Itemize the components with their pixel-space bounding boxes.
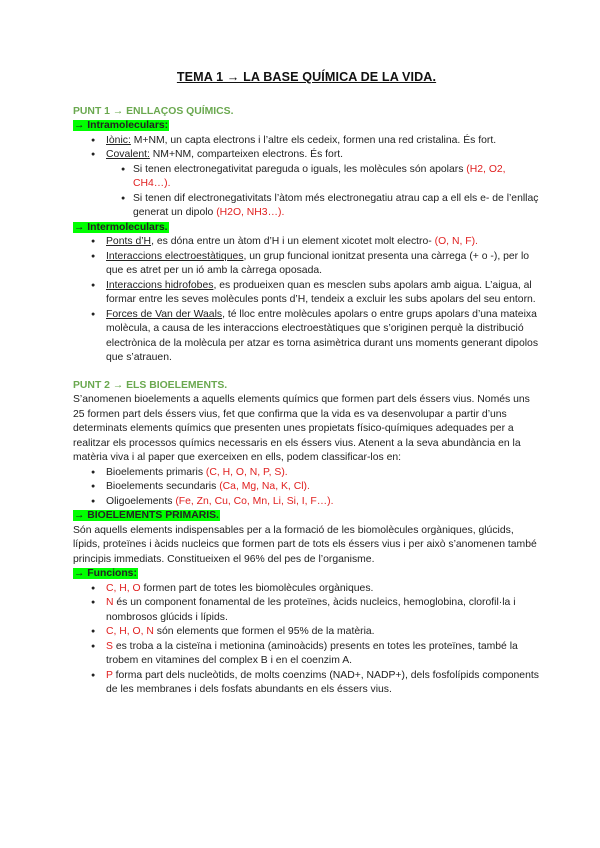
text-apolar: Si tenen electronegativitat pareguda o iguals, les molècules són apolars xyxy=(133,163,467,175)
highlight-funcions: → Funcions: xyxy=(74,568,137,579)
paragraph-bioelements-intro: S’anomenen bioelements a aquells elements químics que formen part dels éssers vius. Només uns 25 formen part dels éssers vius, fet que confirma que la vida es va desenvolupar a partir d’uns determinats elements químics que presenten unes propietats físico-químiques adequades per a realitzar els processos químics necessaris en els éssers vius. Atenent a la seva abundància en la matèria viva i al paper que exerceixen en ells, podem classificar-los en: xyxy=(73,394,530,463)
list-item-polar xyxy=(73,192,540,221)
text-funcio-4: es troba a la cisteïna i metionina (aminoàcids) presents en totes les proteïnes, també la trobem en vitamines del complex B i en el coenzim A. xyxy=(106,640,518,666)
red-ponts-h: (O, N, F). xyxy=(434,236,478,247)
text-funcio-1: formen part de totes les biomolècules orgàniques. xyxy=(140,582,374,594)
text-ponts-h: , es dóna entre un àtom d’H i un element xicotet molt electro- xyxy=(151,236,435,247)
text-secundaris: Bioelements secundaris xyxy=(106,481,220,492)
term-ponts-h: Ponts d’H xyxy=(106,236,152,247)
highlight-bioelements-primaris: → BIOELEMENTS PRIMARIS. xyxy=(74,510,219,521)
text-funcio-2: és un component fonamental de les proteïnes, àcids nucleics, hemoglobina, clorofil·la i nombrosos glúcids i lípids. xyxy=(106,597,516,623)
text-primaris: Bioelements primaris xyxy=(106,466,206,478)
list-item-secundaris xyxy=(73,480,540,495)
text-polar: Si tenen dif electronegativitats l’àtom més electronegatiu atrau cap a ell els e- de l’enllaç generat un dipolo xyxy=(133,192,539,218)
highlight-intramoleculars: → Intramoleculars: xyxy=(74,120,169,131)
red-secundaris: (Ca, Mg, Na, K, Cl). xyxy=(219,481,310,492)
text-oligoelements: Oligoelements xyxy=(106,495,176,507)
list-intermoleculars xyxy=(73,235,540,366)
text-covalent: NM+NM, comparteixen electrons. És fort. xyxy=(149,149,344,160)
text-electroestatiques: , un grup funcional ionitzat presenta una càrrega (+ o -), per lo que es atret per un ió amb la càrrega oposada. xyxy=(106,250,530,276)
red-funcio-3: C, H, O, N xyxy=(106,626,154,637)
list-item-ionic xyxy=(73,134,540,149)
list-item-ponts-h xyxy=(73,235,540,250)
text-funcio-5: forma part dels nucleòtids, de molts coenzims (NAD+, NADP+), dels fosfolípids components de les membranes i dels fosfats abundants en els éssers vius. xyxy=(106,669,539,695)
label-intramoleculars xyxy=(73,119,540,134)
list-item-funcio-2 xyxy=(73,596,540,625)
term-hidrofobes: Interaccions hidrofobes xyxy=(106,279,214,291)
red-funcio-1: C, H, O xyxy=(106,582,141,594)
section-heading-punt1: PUNT 1 → ENLLAÇOS QUÍMICS. xyxy=(73,105,234,117)
label-intermoleculars xyxy=(73,221,540,236)
section-heading-punt2: PUNT 2 → ELS BIOELEMENTS. xyxy=(73,379,228,391)
text-hidrofobes: , es produeixen quan es mesclen subs apolars amb aigua. L’aigua, al formar entre les seves molècules ponts d’H, tendeix a excluir les subs apolars del seu entorn. xyxy=(106,279,536,305)
list-item-funcio-5 xyxy=(73,669,540,698)
list-item-funcio-3 xyxy=(73,625,540,640)
list-bioelement-types xyxy=(73,466,540,510)
list-item-funcio-4 xyxy=(73,640,540,669)
page-title: TEMA 1 → LA BASE QUÍMICA DE LA VIDA. xyxy=(176,70,437,84)
text-ionic: M+NM, un capta electrons i l’altre els cedeix, formen una red cristalina. És fort. xyxy=(130,134,497,146)
term-covalent: Covalent: xyxy=(106,149,150,160)
paragraph-bioelements-primaris: Són aquells elements indispensables per a la formació de les biomolècules orgàniques, glúcids, lípids, proteïnes i àcids nucleics que formen part de tots els éssers vius i per això s’anomenen també principis immediats. Constitueixen el 96% del pes de l’organisme. xyxy=(73,524,537,565)
red-funcio-5: P xyxy=(106,669,113,681)
red-primaris: (C, H, O, N, P, S). xyxy=(205,466,288,478)
term-electroestatiques: Interaccions electroestàtiques xyxy=(106,250,244,262)
label-bioelements-primaris xyxy=(73,509,540,524)
list-intramoleculars xyxy=(73,134,540,221)
text-van-der-waals: , té lloc entre molècules apolars o entre grups apolars d’una mateixa molècula, a causa de les interaccions electroestàtiques que s’originen perquè la distribució electrònica de la molècula per atzar es torna asimètrica durant uns moments generant dipolos que s’atrauen. xyxy=(106,308,539,363)
list-item-primaris xyxy=(73,466,540,481)
list-item-apolar xyxy=(73,163,540,192)
list-item-covalent xyxy=(73,148,540,163)
highlight-intermoleculars: → Intermoleculars. xyxy=(74,221,168,233)
red-oligoelements: (Fe, Zn, Cu, Co, Mn, Li, Si, I, F…). xyxy=(175,495,334,507)
red-apolar: (H2, O2, CH4…). xyxy=(133,163,506,189)
list-item-electroestatiques xyxy=(73,250,540,279)
red-funcio-4: S xyxy=(106,640,113,652)
label-funcions xyxy=(73,567,540,582)
term-van-der-waals: Forces de Van der Waals xyxy=(106,308,223,320)
list-item-hidrofobes xyxy=(73,279,540,308)
list-funcions xyxy=(73,582,540,698)
list-item-funcio-1 xyxy=(73,582,540,597)
text-funcio-3: són elements que formen el 95% de la matèria. xyxy=(153,626,375,637)
list-item-oligoelements xyxy=(73,495,540,510)
red-funcio-2: N xyxy=(106,597,114,608)
term-ionic: Iònic: xyxy=(106,134,131,146)
red-polar: (H2O, NH3…). xyxy=(216,207,285,218)
list-item-van-der-waals xyxy=(73,308,540,366)
